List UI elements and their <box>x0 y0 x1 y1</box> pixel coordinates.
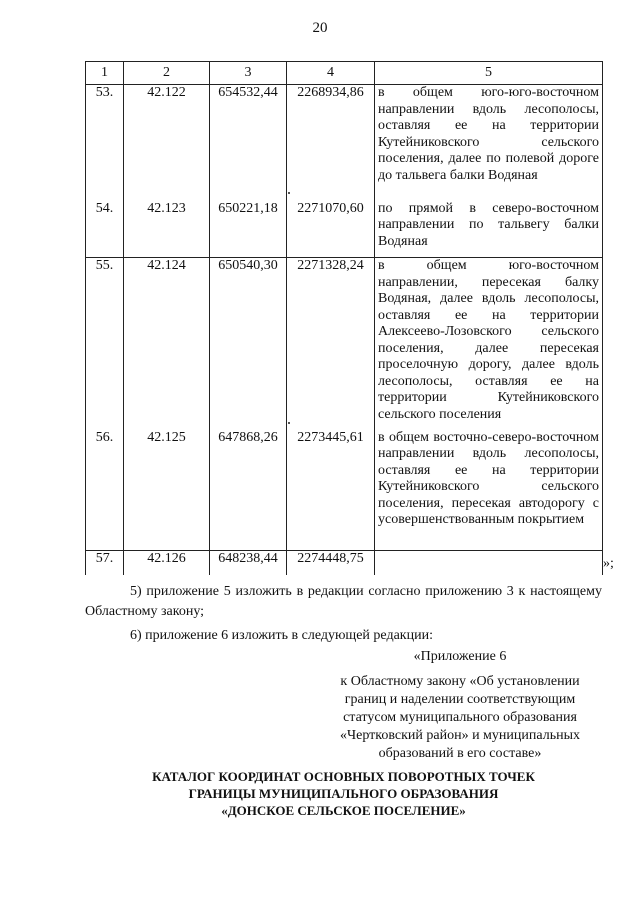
appendix-subtitle <box>318 673 602 763</box>
point-id: 42.123 <box>124 201 210 258</box>
direction-description: в общем юго-юго-восточном направлении вдоль лесополосы, оставляя ее на территории Кутейниковского сельского поселения, далее по полевой дороге до тальвега балки Водяная <box>375 85 603 201</box>
coordinates-table <box>85 61 603 575</box>
appendix-line: «Чертковский район» и муниципальных <box>340 728 580 743</box>
x-coordinate: 648238,44 <box>210 551 287 575</box>
row-number: 55. <box>86 258 124 430</box>
catalog-title-line: ГРАНИЦЫ МУНИЦИПАЛЬНОГО ОБРАЗОВАНИЯ <box>188 786 499 801</box>
catalog-title-line: КАТАЛОГ КООРДИНАТ ОСНОВНЫХ ПОВОРОТНЫХ ТОЧЕК <box>152 769 535 784</box>
appendix-title: «Приложение 6 <box>413 649 507 664</box>
header-col-4: 4 <box>287 62 375 85</box>
table-row <box>86 430 603 551</box>
table-row <box>86 258 603 430</box>
appendix-line: образований в его составе» <box>378 746 542 761</box>
point-id: 42.125 <box>124 430 210 551</box>
appendix-line: границ и наделении соответствующим <box>344 692 576 707</box>
scan-speck <box>288 422 290 424</box>
paragraph-item-5: 5) приложение 5 изложить в редакции согласно приложению 3 к настоящему Областному закону; <box>85 584 602 619</box>
row-number: 54. <box>86 201 124 258</box>
table-row <box>86 551 603 575</box>
header-col-1: 1 <box>86 62 124 85</box>
y-coordinate: 2271328,24 <box>287 258 375 430</box>
direction-description: в общем восточно-северо-восточном направлении вдоль лесополосы, оставляя ее на территории Кутейниковского сельского поселения, пересекая автодорогу с усовершенствованным покрытием <box>375 430 603 551</box>
header-col-3: 3 <box>210 62 287 85</box>
catalog-title-line: «ДОНСКОЕ СЕЛЬСКОЕ ПОСЕЛЕНИЕ» <box>221 803 466 818</box>
point-id: 42.126 <box>124 551 210 575</box>
y-coordinate: 2271070,60 <box>287 201 375 258</box>
row-number: 56. <box>86 430 124 551</box>
row-number: 57. <box>86 551 124 575</box>
x-coordinate: 650540,30 <box>210 258 287 430</box>
header-col-2: 2 <box>124 62 210 85</box>
row-number: 53. <box>86 85 124 201</box>
header-col-5: 5 <box>375 62 603 85</box>
catalog-title <box>85 768 602 819</box>
x-coordinate: 650221,18 <box>210 201 287 258</box>
direction-description: в общем юго-восточном направлении, пересекая балку Водяная, далее вдоль лесополосы, оставляя ее на территории Алексеево-Лозовского сельского поселения, далее пересекая проселочную дорогу, далее вдоль лесополосы, оставляя ее на территории Кутейниковского сельского поселения <box>375 258 603 430</box>
direction-description <box>375 551 603 575</box>
x-coordinate: 654532,44 <box>210 85 287 201</box>
table-row <box>86 85 603 201</box>
x-coordinate: 647868,26 <box>210 430 287 551</box>
y-coordinate: 2274448,75 <box>287 551 375 575</box>
paragraph-item-6: 6) приложение 6 изложить в следующей редакции: <box>130 628 433 643</box>
page-number: 20 <box>312 20 328 36</box>
direction-description: по прямой в северо-восточном направлении по тальвегу балки Водяная <box>375 201 603 258</box>
appendix-line: статусом муниципального образования <box>343 710 577 725</box>
point-id: 42.122 <box>124 85 210 201</box>
appendix-line: к Областному закону «Об установлении <box>340 674 580 689</box>
closing-quote: »; <box>603 556 614 571</box>
table-row <box>86 201 603 258</box>
y-coordinate: 2273445,61 <box>287 430 375 551</box>
table-header-row <box>86 62 603 85</box>
point-id: 42.124 <box>124 258 210 430</box>
y-coordinate: 2268934,86 <box>287 85 375 201</box>
scan-speck <box>288 192 290 194</box>
